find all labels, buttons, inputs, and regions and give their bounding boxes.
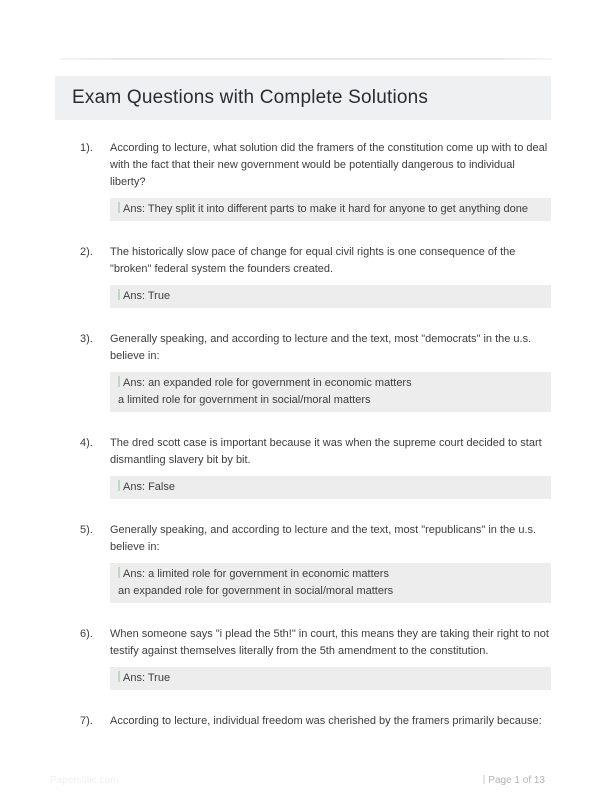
question-body	[110, 522, 551, 603]
question-item	[55, 331, 551, 412]
page-footer	[0, 760, 606, 800]
question-number: 7).	[80, 715, 93, 727]
question-number: 3).	[80, 333, 93, 345]
answer-block	[110, 198, 551, 221]
question-item	[55, 522, 551, 603]
page-indicator: Page 1 of 13	[483, 775, 545, 786]
questions-list	[55, 140, 551, 753]
question-text: The historically slow pace of change for equal civil rights is one consequence of the "broken" federal system the founders created.	[110, 246, 516, 275]
page-top-divider	[60, 58, 552, 60]
question-item	[55, 244, 551, 308]
document-title: Exam Questions with Complete Solutions	[72, 87, 429, 108]
question-body	[110, 244, 551, 308]
question-text: When someone says "i plead the 5th!" in court, this means they are taking their right to not testify against themselves literally from the 5th amendment to the constitution.	[110, 628, 549, 657]
question-number: 2).	[80, 246, 93, 258]
question-body	[110, 713, 551, 730]
answer-line: Ans: True	[118, 288, 543, 305]
answer-line: Ans: True	[118, 670, 543, 687]
question-item	[55, 713, 551, 730]
answer-line: Ans: a limited role for government in economic matters	[118, 566, 543, 583]
question-number: 1).	[80, 142, 93, 154]
answer-block	[110, 563, 551, 603]
answer-line: Ans: They split it into different parts to make it hard for anyone to get anything done	[118, 201, 543, 218]
question-body	[110, 331, 551, 412]
question-number: 4).	[80, 437, 93, 449]
answer-line: Ans: an expanded role for government in economic matters	[118, 375, 543, 392]
question-text: According to lecture, what solution did the framers of the constitution come up with to deal with the fact that their new government would be potentially dangerous to individual liberty?	[110, 142, 548, 188]
question-text: The dred scott case is important because it was when the supreme court decided to start dismantling slavery bit by bit.	[110, 437, 542, 466]
answer-block	[110, 476, 551, 499]
question-number: 6).	[80, 628, 93, 640]
question-body	[110, 435, 551, 499]
answer-line: a limited role for government in social/moral matters	[118, 394, 371, 406]
question-number: 5).	[80, 524, 93, 536]
question-body	[110, 140, 551, 221]
answer-block	[110, 285, 551, 308]
answer-line: Ans: False	[118, 479, 543, 496]
watermark: Paperstitic.com	[50, 775, 119, 786]
question-text: According to lecture, individual freedom was cherished by the framers primarily because:	[110, 715, 542, 727]
question-item	[55, 140, 551, 221]
answer-line: an expanded role for government in social/moral matters	[118, 585, 394, 597]
question-item	[55, 626, 551, 690]
answer-block	[110, 372, 551, 412]
question-item	[55, 435, 551, 499]
question-body	[110, 626, 551, 690]
answer-block	[110, 667, 551, 690]
question-text: Generally speaking, and according to lecture and the text, most "republicans" in the u.s. believe in:	[110, 524, 537, 553]
question-text: Generally speaking, and according to lecture and the text, most "democrats" in the u.s. believe in:	[110, 333, 532, 362]
document-title-band	[55, 76, 551, 120]
